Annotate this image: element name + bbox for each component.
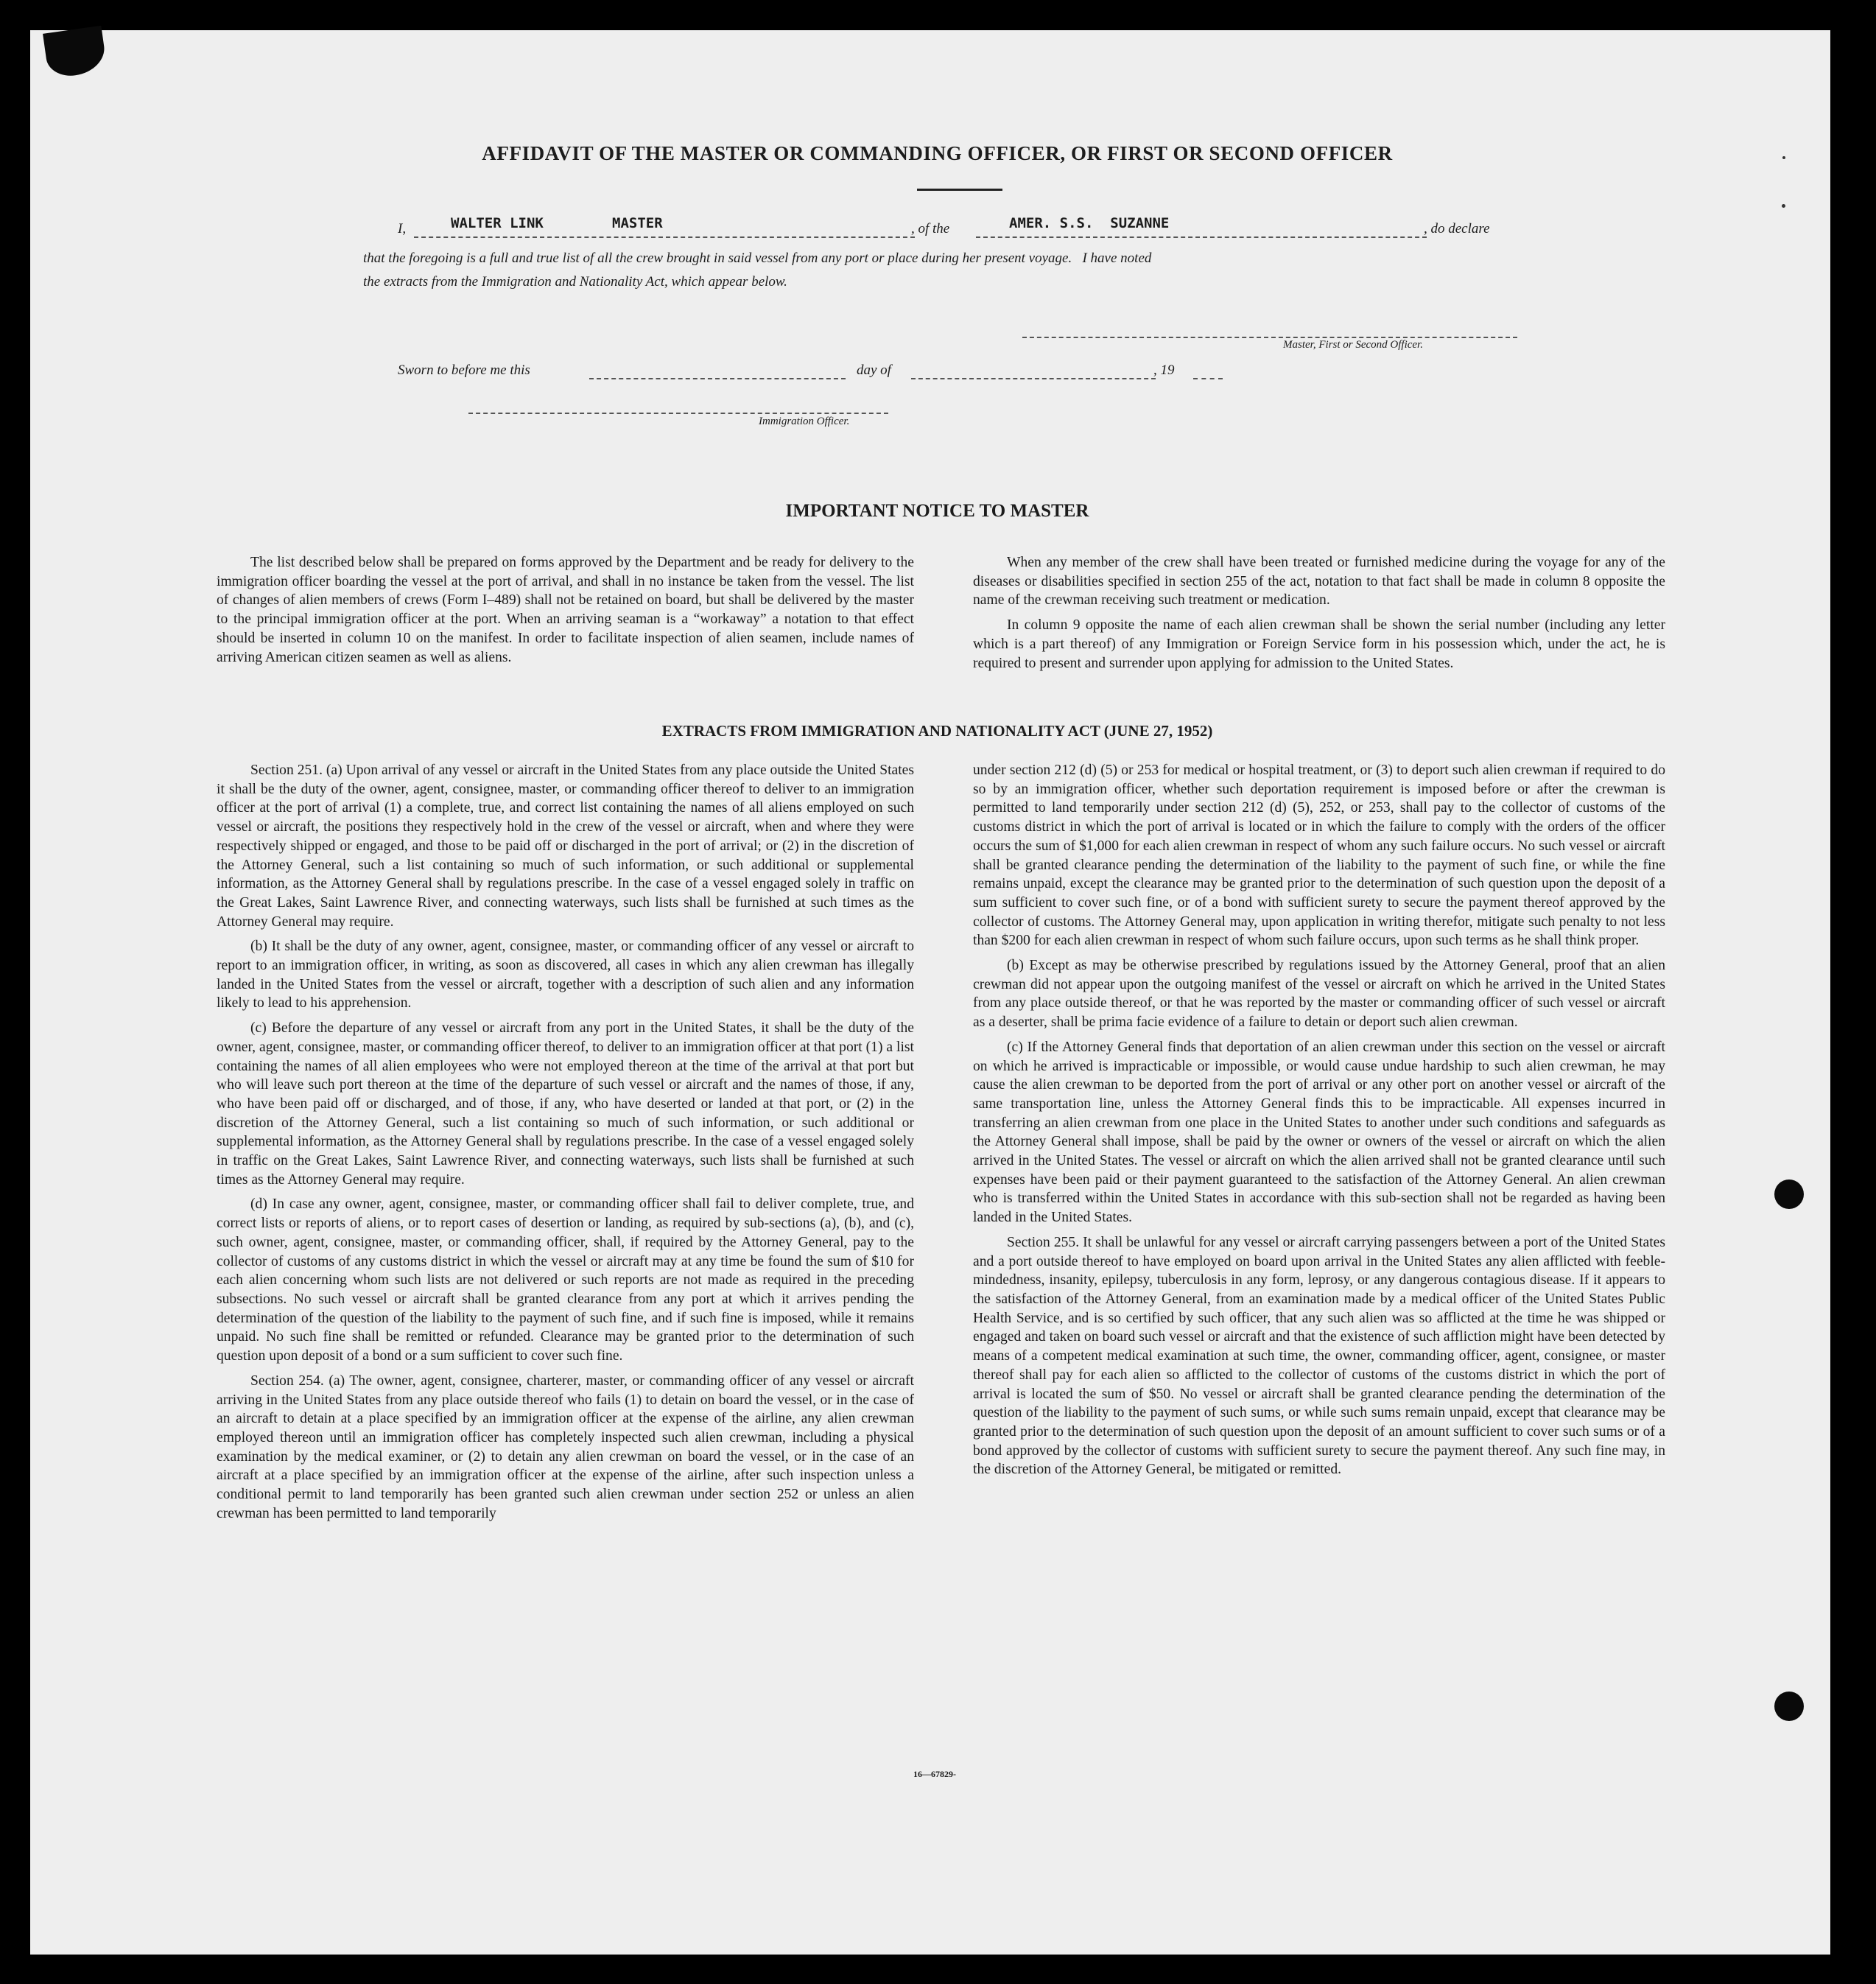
signature-caption: Master, First or Second Officer. — [1283, 339, 1423, 351]
vessel-line — [976, 236, 1427, 238]
declaration-line-1: that the foregoing is a full and true list of all the crew brought in said vessel from any port or place during her present voyage. I have noted — [363, 250, 1152, 266]
vessel-name: AMER. S.S. SUZANNE — [1009, 215, 1170, 231]
section-254a: Section 254. (a) The owner, agent, consignee, charterer, master, or commanding officer of any vessel or aircraft arriving in the United States from any place outside thereof who fails (1) to detain on board the vessel, or in the case of an aircraft to detain at a place specified by an immigration officer at the expense of the airline, any alien crewman employed thereon until an immigration officer has completely inspected such alien crewman, including a physical examination by the medical examiner, or (2) to detain any alien crewman on board the vessel, or in the case of an aircraft at a place specified by an immigration officer at the expense of the airline, after such inspection unless a conditional permit to land temporarily has been granted such alien crewman under section 252 or unless an alien crewman has been permitted to land temporarily — [217, 1373, 914, 1521]
title-rule — [917, 189, 1002, 191]
day-of-label: day of — [857, 362, 891, 378]
do-declare-label: , do declare — [1424, 221, 1490, 236]
notice-paragraph: When any member of the crew shall have been treated or furnished medicine during the voyage for any of the diseases or disabilities specified in section 255 of the act, notation to that fact shall be made in column 8 opposite the name of the crewman receiving such treatment or medication. — [973, 555, 1665, 609]
notice-left-column — [217, 553, 914, 667]
master-name: WALTER LINK — [451, 215, 544, 231]
sworn-month-line — [911, 378, 1156, 379]
punch-hole — [1774, 1692, 1804, 1721]
notice-heading: IMPORTANT NOTICE TO MASTER — [785, 501, 1089, 521]
sworn-day-line — [589, 378, 846, 379]
extracts-heading: EXTRACTS FROM IMMIGRATION AND NATIONALITY ACT (JUNE 27, 1952) — [661, 722, 1213, 740]
declaration-line-2: the extracts from the Immigration and Nationality Act, which appear below. — [363, 274, 787, 290]
notice-paragraph: The list described below shall be prepared on forms approved by the Department and be ready for delivery to the immigration officer boarding the vessel at the port of arrival, and shall in no instance be taken from the vessel. The list of changes of alien members of crews (Form I–489) shall not be retained on board, but shall be delivered by the master to the principal immigration officer at the port. When an arriving seaman is a “workaway” a notation to that effect should be inserted in column 10 on the manifest. In order to facilitate inspection of alien seamen, include names of arriving American citizen seamen as well as aliens. — [217, 555, 914, 665]
section-255: Section 255. It shall be unlawful for any vessel or aircraft carrying passengers between a port of the United States and a port outside thereof to have employed on board upon arrival in the United States any alien afflicted with feeble-mindedness, insanity, epilepsy, tuberculosis in any form, leprosy, or any dangerous contagious disease. If it appears to the satisfaction of the Attorney General, from an examination made by a medical officer of the United States Public Health Service, and is so certified by such officer, that any such alien was so afflicted at the time he was shipped or engaged and taken on board such vessel or aircraft and that the existence of such affliction might have been detected by means of a competent medical examination at such time, the owner, commanding officer, agent, consignee, or master thereof shall pay for each alien so afflicted to the collector of customs of the customs district in which the port of arrival is located the sum of $50. No vessel or aircraft shall be granted clearance pending the determination of the question of the liability to the payment of such sums, or while such sums remain unpaid, except that clearance may be granted prior to the determination of such question upon the deposit of an amount sufficient to cover such sums or of a bond approved by the collector of customs with sufficient surety to secure the payment thereof. Any such fine may, in the discretion of the Attorney General, be mitigated or remitted. — [973, 1234, 1665, 1478]
year-line — [1193, 378, 1223, 379]
speck — [1782, 156, 1785, 159]
notice-paragraph: In column 9 opposite the name of each alien crewman shall be shown the serial number (including any letter which is a part thereof) of any Immigration or Foreign Service form in his possession which, under the act, he is required to present and surrender upon applying for admission to the United States. — [973, 617, 1665, 671]
punch-hole — [1774, 1179, 1804, 1209]
section-251d: (d) In case any owner, agent, consignee, master, or commanding officer shall fail to deliver complete, true, and correct lists or reports of aliens, or to report cases of desertion or landing, as required by sub-sections (a), (b), and (c), such owner, agent, consignee, master, or commanding officer, shall, if required by the Attorney General, pay to the collector of customs of any customs district in which the vessel or aircraft may at any time be found the sum of $10 for each alien concerning whom such lists are not delivered or such reports are not made as required in the preceding subsections. No such vessel or aircraft shall be granted clearance from any port at which it arrives pending the determination of the question of the liability to the payment of such fine, and if such fine is imposed, while it remains unpaid. No such fine shall be remitted or refunded. Clearance may be granted prior to the determination of such question upon deposit of a bond or a sum sufficient to cover such fine. — [217, 1196, 914, 1364]
form-code: 16—67829- — [913, 1769, 956, 1779]
extracts-left-column — [217, 761, 914, 1523]
section-254a-cont: under section 212 (d) (5) or 253 for medical or hospital treatment, or (3) to deport such alien crewman if required to do so by an immigration officer, whether such deportation requirement is imposed before or after the crewman is permitted to land temporarily under section 212 (d) (5), 252, or 253, shall pay to the collector of customs of the customs district in which the port of arrival is located or in which the failure to comply with the orders of the officer occurs the sum of $1,000 for each alien crewman in respect of whom any such failure occurs. No such vessel or aircraft shall be granted clearance pending the determination of the liability to the payment of such fine, or while the fine remains unpaid, except the clearance may be granted prior to the determination of such question upon the deposit of a sum sufficient to cover such fine, or of a bond with sufficient surety to secure the payment thereof approved by the collector of customs. The Attorney General may, upon application in writing therefor, mitigate such penalty to not less than $200 for each alien crewman in respect of whom such failure occurs, upon such terms as he shall think proper. — [973, 763, 1665, 949]
extracts-right-column — [973, 761, 1665, 1479]
year-label: , 19 — [1153, 362, 1175, 378]
officer-signature-line — [468, 413, 888, 414]
affidavit-title: AFFIDAVIT OF THE MASTER OR COMMANDING OFFICER, OR FIRST OR SECOND OFFICER — [482, 142, 1393, 164]
speck — [1782, 204, 1785, 208]
of-the-label: , of the — [911, 221, 950, 236]
section-254b: (b) Except as may be otherwise prescribed by regulations issued by the Attorney General, proof that an alien crewman did not appear upon the outgoing manifest of the vessel or aircraft on which he arrived in the United States from any place outside thereof, or that he was reported by the master or commanding officer of such vessel or aircraft as a deserter, shall be prima facie evidence of a failure to detain or deport such alien crewman. — [973, 958, 1665, 1031]
signature-line — [1022, 337, 1517, 338]
section-251c: (c) Before the departure of any vessel or aircraft from any port in the United States, it shall be the duty of the owner, agent, consignee, master, or commanding officer thereof, to deliver to an immigration officer at that port (1) a list containing the names of all alien employees who were not employed thereon at the time of the arrival at that port but who will leave such port thereon at the time of the departure of such vessel or aircraft and the names of those, if any, who have been paid off or discharged, and of those, if any, who have deserted or landed at that port, or (2) in the discretion of the Attorney General, such a list containing so much of such information, or such additional or supplemental information, as the Attorney General shall by regulations prescribe. In the case of a vessel engaged solely in traffic on the Great Lakes, Saint Lawrence River, and connecting waterways, such lists shall be furnished at such times as the Attorney General may require. — [217, 1020, 914, 1188]
section-251a: Section 251. (a) Upon arrival of any vessel or aircraft in the United States from any place outside the United States it shall be the duty of the owner, agent, consignee, master, or commanding officer thereof to deliver to an immigration officer at the port of arrival (1) a complete, true, and correct list containing the names of all aliens employed on such vessel or aircraft, the positions they respectively hold in the crew of the vessel or aircraft, when and where they were respectively shipped or engaged, and those to be paid off or discharged in the port of arrival; or (2) in the discretion of the Attorney General, such a list containing so much of such information, or such additional or supplemental information, as the Attorney General shall by regulations prescribe. In the case of a vessel engaged solely in traffic on the Great Lakes, Saint Lawrence River, and connecting waterways, such lists shall be furnished at such times as the Attorney General may require. — [217, 763, 914, 930]
notice-right-column — [973, 553, 1665, 673]
master-rank: MASTER — [612, 215, 663, 231]
name-line — [414, 236, 915, 238]
section-251b: (b) It shall be the duty of any owner, agent, consignee, master, or commanding officer of any vessel or aircraft to report to an immigration officer, in writing, as soon as discovered, all cases in which any alien crewman has illegally landed in the United States from the vessel or aircraft, together with a description of such alien and any information likely to lead to his apprehension. — [217, 939, 914, 1012]
section-254c: (c) If the Attorney General finds that deportation of an alien crewman under this section on the vessel or aircraft on which he arrived is impracticable or impossible, or would cause undue hardship to such alien crewman, he may cause the alien crewman to be deported from the port of arrival or any other port on another vessel or aircraft of the same transportation line, unless the Attorney General finds this to be impracticable. All expenses incurred in transferring an alien crewman from one place in the United States to another under such conditions and safeguards as the Attorney General shall impose, shall be paid by the owner or owners of the vessel or aircraft on which the alien arrived in the United States. The vessel or aircraft on which the alien arrived shall not be granted clearance until such expenses have been paid or their payment guaranteed to the satisfaction of the Attorney General. An alien crewman who is transferred within the United States in accordance with this sub-section shall not be regarded as having been landed in the United States. — [973, 1039, 1665, 1226]
i-label: I, — [398, 221, 407, 236]
sworn-label: Sworn to before me this — [398, 362, 530, 378]
immigration-officer-caption: Immigration Officer. — [759, 416, 850, 427]
